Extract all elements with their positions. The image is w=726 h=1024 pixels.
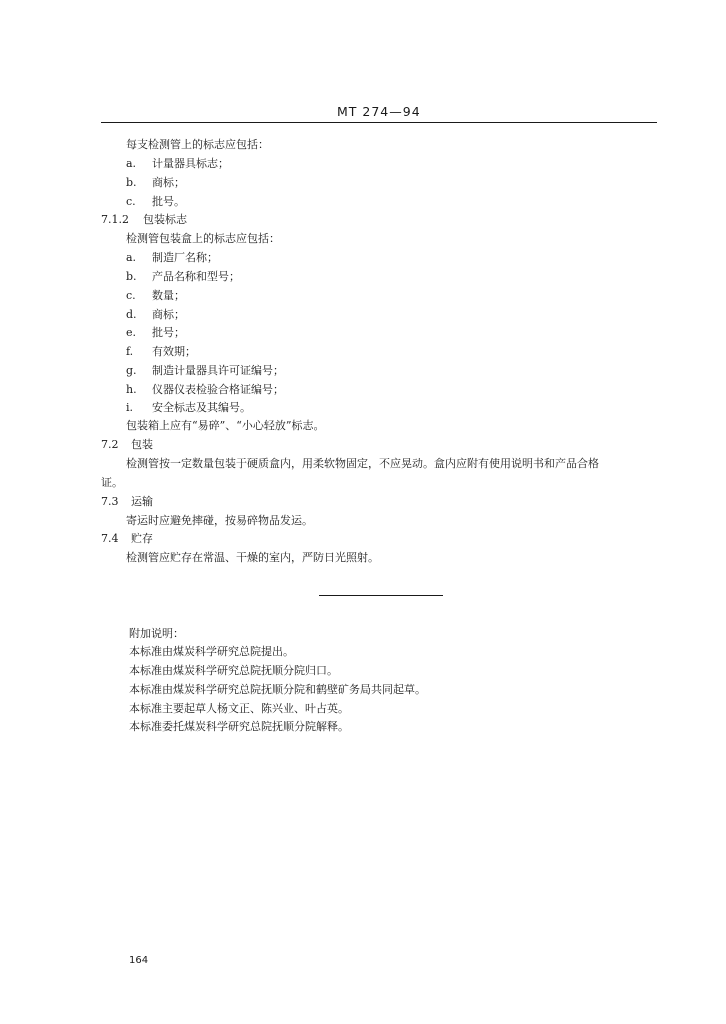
list-text: 制造计量器具许可证编号； [152, 364, 284, 377]
list-marker: d. [126, 308, 137, 321]
list-item [126, 345, 196, 359]
list-marker: e. [126, 326, 137, 339]
paragraph-line: 检测管应贮存在常温、干燥的室内，严防日光照射。 [126, 551, 379, 564]
section-title: 贮存 [131, 532, 153, 545]
list-marker: i. [126, 401, 134, 414]
list-text: 制造厂名称； [152, 251, 218, 264]
paragraph-line: 检测管按一定数量包装于硬质盒内，用柔软物固定，不应晃动。盒内应附有使用说明书和产品合格 [126, 457, 599, 470]
list-item [126, 289, 185, 303]
list-item [126, 383, 284, 397]
section-heading-7-3 [101, 495, 153, 509]
section-heading-7-2 [101, 438, 153, 452]
list-marker: a. [126, 251, 137, 264]
list-marker: g. [126, 364, 137, 377]
list-item [126, 157, 229, 171]
appendix-line: 本标准由煤炭科学研究总院抚顺分院归口。 [129, 664, 338, 677]
box-mark-intro: 检测管包装盒上的标志应包括： [126, 232, 280, 245]
section-number: 7.4 [101, 532, 119, 545]
paragraph-line: 证。 [101, 476, 123, 489]
end-rule [319, 595, 443, 596]
list-text: 计量器具标志； [152, 157, 229, 170]
section-number: 7.3 [101, 495, 119, 508]
list-marker: h. [126, 383, 137, 396]
list-marker: b. [126, 270, 137, 283]
list-item [126, 326, 185, 340]
tube-mark-intro: 每支检测管上的标志应包括： [126, 138, 269, 151]
list-marker: f. [126, 345, 134, 358]
appendix-line: 本标准委托煤炭科学研究总院抚顺分院解释。 [129, 720, 349, 733]
section-heading-7-1-2 [101, 213, 187, 227]
appendix-title: 附加说明： [129, 627, 184, 640]
list-text: 批号； [152, 326, 185, 339]
list-item [126, 308, 185, 322]
crate-note: 包装箱上应有“易碎”、“小心轻放”标志。 [126, 419, 325, 432]
page-number: 164 [129, 955, 149, 966]
list-marker: c. [126, 289, 136, 302]
section-number: 7.2 [101, 438, 119, 451]
standard-code: MT 274—94 [337, 104, 421, 119]
list-item [126, 251, 218, 265]
list-text: 有效期； [152, 345, 196, 358]
list-marker: b. [126, 176, 137, 189]
list-text: 数量； [152, 289, 185, 302]
list-item [126, 195, 185, 209]
section-title: 运输 [131, 495, 153, 508]
list-marker: c. [126, 195, 136, 208]
list-item [126, 401, 251, 415]
appendix-line: 本标准由煤炭科学研究总院提出。 [129, 645, 294, 658]
appendix-line: 本标准由煤炭科学研究总院抚顺分院和鹤壁矿务局共同起草。 [129, 683, 426, 696]
list-marker: a. [126, 157, 137, 170]
list-item [126, 270, 240, 284]
section-title: 包装标志 [143, 213, 187, 226]
list-text: 批号。 [152, 195, 185, 208]
section-heading-7-4 [101, 532, 153, 546]
header-rule [101, 122, 657, 123]
list-text: 仪器仪表检验合格证编号； [152, 383, 284, 396]
list-text: 安全标志及其编号。 [152, 401, 251, 414]
list-item [126, 176, 185, 190]
list-item [126, 364, 284, 378]
section-title: 包装 [131, 438, 153, 451]
list-text: 产品名称和型号； [152, 270, 240, 283]
appendix-line: 本标准主要起草人杨文正、陈兴业、叶占英。 [129, 702, 349, 715]
section-number: 7.1.2 [101, 213, 129, 226]
paragraph-line: 寄运时应避免摔碰，按易碎物品发运。 [126, 514, 313, 527]
list-text: 商标； [152, 176, 185, 189]
list-text: 商标； [152, 308, 185, 321]
